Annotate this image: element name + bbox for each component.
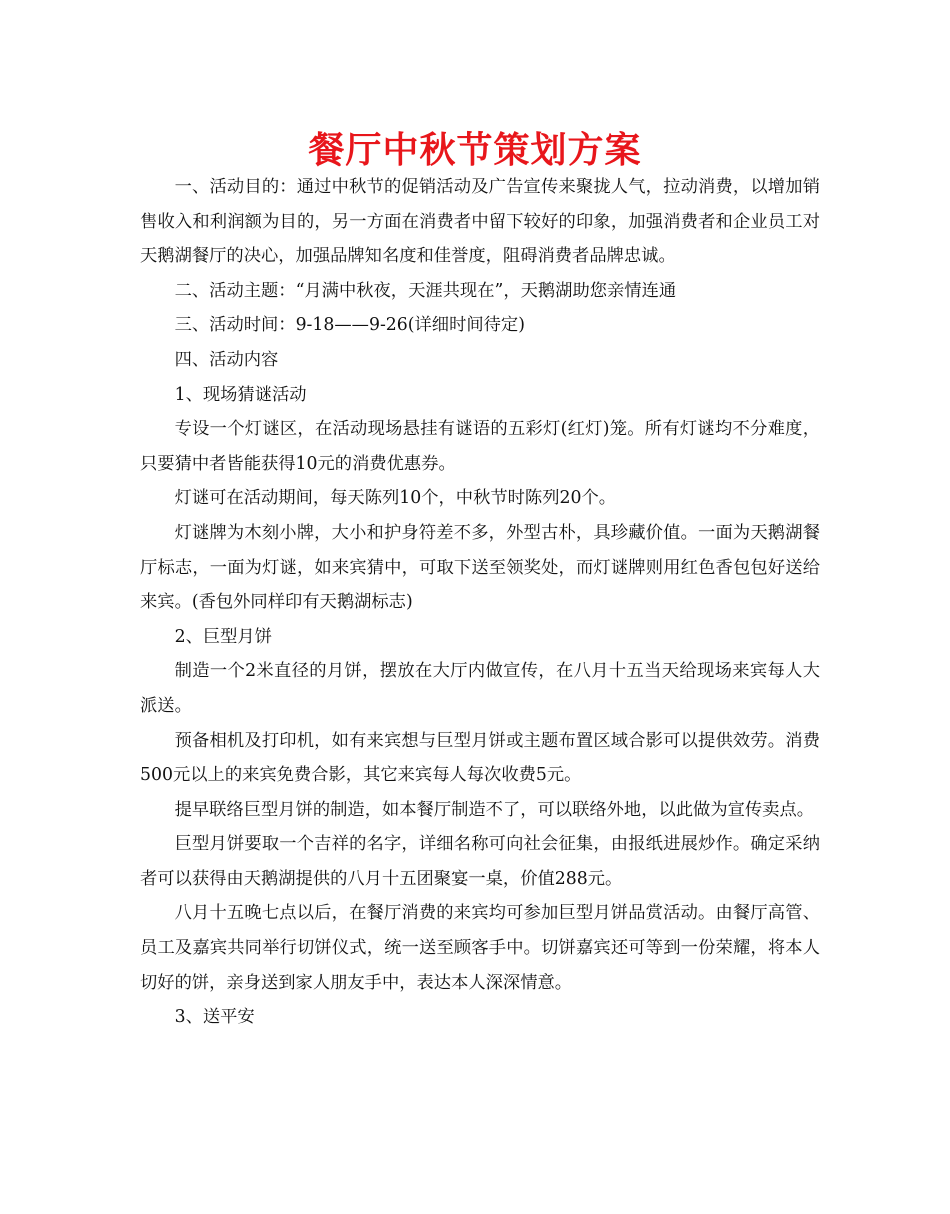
- riddle-plaque-paragraph: 灯谜牌为木刻小牌，大小和护身符差不多，外型古朴，具珍藏价值。一面为天鹅湖餐厅标志，一面为灯谜，如来宾猜中，可取下送至领奖处，而灯谜牌则用红色香包包好送给来宾。(香包外同样印有天鹅湖标志): [140, 522, 820, 613]
- riddle-area-paragraph: 专设一个灯谜区，在活动现场悬挂有谜语的五彩灯(红灯)笼。所有灯谜均不分难度，只要猜中者皆能获得10元的消费优惠券。: [140, 419, 820, 474]
- section-content-heading: 四、活动内容: [174, 349, 279, 370]
- section-time-paragraph: 三、活动时间：9-18——9-26(详细时间待定): [174, 315, 525, 336]
- section-theme-paragraph: 二、活动主题：“月满中秋夜，天涯共现在”，天鹅湖助您亲情连通: [174, 280, 677, 301]
- subsection-peace-heading: 3、送平安: [174, 1007, 255, 1028]
- mooncake-contact-paragraph: 提早联络巨型月饼的制造，如本餐厅制造不了，可以联络外地，以此做为宣传卖点。: [174, 799, 815, 820]
- mooncake-name-paragraph: 巨型月饼要取一个吉祥的名字，详细名称可向社会征集，由报纸进展炒作。确定采纳者可以获得由天鹅湖提供的八月十五团聚宴一桌，价值288元。: [140, 834, 820, 889]
- mooncake-ceremony-paragraph: 八月十五晚七点以后，在餐厅消费的来宾均可参加巨型月饼品赏活动。由餐厅高管、员工及嘉宾共同举行切饼仪式，统一送至顾客手中。切饼嘉宾还可等到一份荣耀，将本人切好的饼，亲身送到家人朋友手中，表达本人深深情意。: [140, 903, 820, 993]
- mooncake-make-paragraph: 制造一个2米直径的月饼，摆放在大厅内做宣传，在八月十五当天给现场来宾每人大派送。: [140, 661, 820, 716]
- document-body: [140, 170, 820, 1035]
- document-title: 餐厅中秋节策划方案: [308, 130, 642, 171]
- section-purpose-paragraph: 一、活动目的：通过中秋节的促销活动及广告宣传来聚拢人气，拉动消费，以增加销售收入和利润额为目的，另一方面在消费者中留下较好的印象，加强消费者和企业员工对天鹅湖餐厅的决心，加强品牌知名度和佳誉度，阻碍消费者品牌忠诚。: [140, 177, 820, 267]
- subsection-mooncake-heading: 2、巨型月饼: [174, 626, 272, 647]
- riddle-schedule-paragraph: 灯谜可在活动期间，每天陈列10个，中秋节时陈列20个。: [174, 488, 617, 509]
- mooncake-photo-paragraph: 预备相机及打印机，如有来宾想与巨型月饼或主题布置区域合影可以提供效劳。消费500元以上的来宾免费合影，其它来宾每人每次收费5元。: [140, 730, 820, 786]
- subsection-riddle-heading: 1、现场猜谜活动: [174, 384, 307, 405]
